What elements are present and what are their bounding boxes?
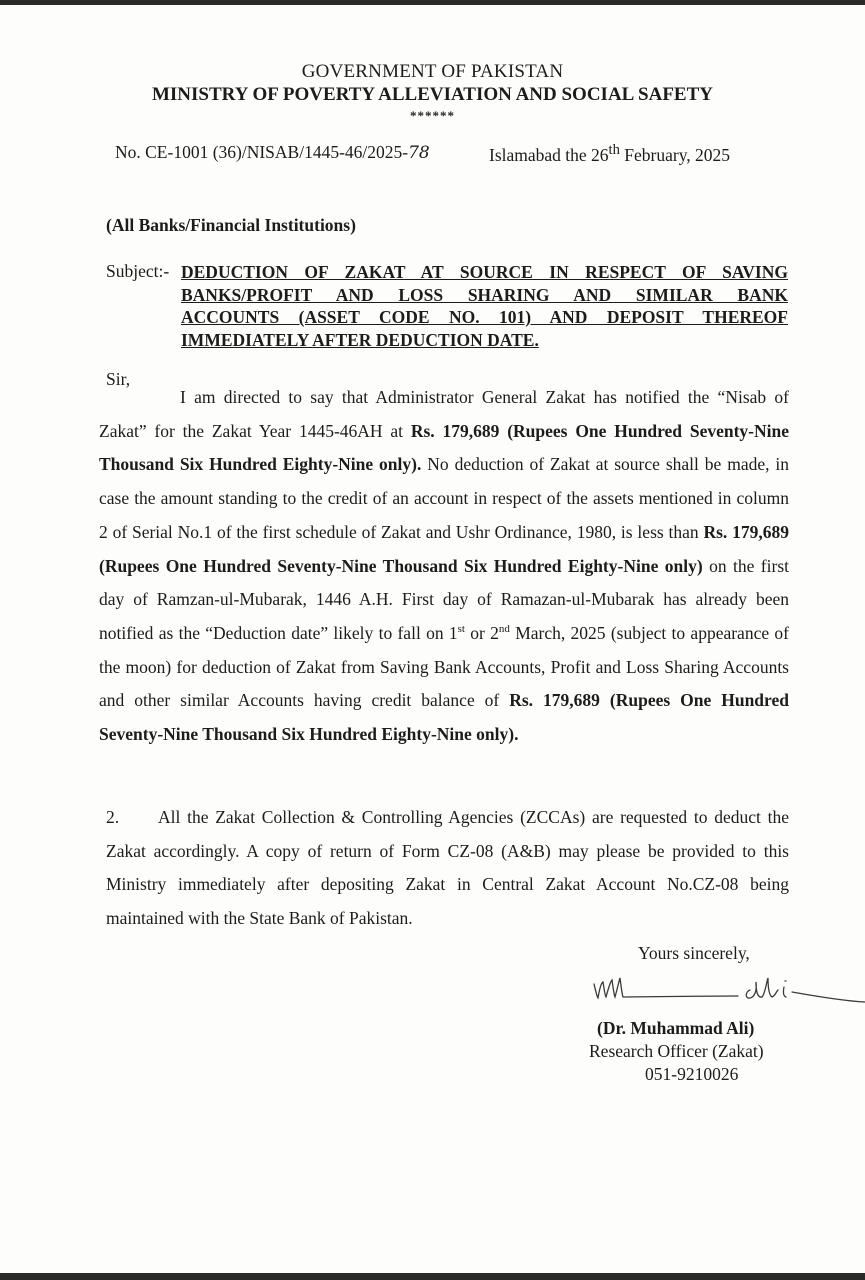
letter-reference-number: No. CE-1001 (36)/NISAB/1445-46/2025-78 xyxy=(115,142,430,163)
subject-label: Subject:- xyxy=(106,261,170,281)
body-paragraph-1: I am directed to say that Administrator General Zakat has notified the “Nisab of Zakat” for the Zakat Year 1445-46AH at Rs. 179,689 (Rupees One Hundred Seventy-Nine Thousand Six Hundred Eighty-Nine only). No deduction of Zakat at source shall be made, in case the amount standing to the credit of an account in respect of the assets mentioned in column 2 of Serial No.1 of the first schedule of Zakat and Ushr Ordinance, 1980, is less than Rs. 179,689 (Rupees One Hundred Seventy-Nine Thousand Six Hundred Eighty-Nine only) on the first day of Ramzan-ul-Mubarak, 1446 A.H. First day of Ramazan-ul-Mubarak has already been notified as the “Deduction date” likely to fall on 1st or 2nd March, 2025 (subject to appearance of the moon) for deduction of Zakat from Saving Bank Accounts, Profit and Loss Sharing Accounts and other similar Accounts having credit balance of Rs. 179,689 (Rupees One Hundred Seventy-Nine Thousand Six Hundred Eighty-Nine only). xyxy=(99,387,789,745)
addressee: (All Banks/Financial Institutions) xyxy=(106,215,356,235)
closing-phrase: Yours sincerely, xyxy=(638,943,750,963)
signatory-name: (Dr. Muhammad Ali) xyxy=(597,1018,755,1038)
paragraph-number: 2. xyxy=(106,807,120,827)
subject-line: DEDUCTION OF ZAKAT AT SOURCE IN RESPECT OF SAVING xyxy=(181,262,788,282)
signatory-phone: 051-9210026 xyxy=(645,1064,739,1084)
handwritten-signature xyxy=(590,970,865,1008)
scan-bottom-edge xyxy=(0,1273,865,1280)
subject-text xyxy=(181,261,788,351)
subject-line: BANKS/PROFIT AND LOSS SHARING AND SIMILAR BANK xyxy=(181,284,788,305)
handwritten-reference-digits: 78 xyxy=(408,143,430,163)
subject-line: IMMEDIATELY AFTER DEDUCTION DATE. xyxy=(181,329,539,350)
subject-line: ACCOUNTS (ASSET CODE NO. 101) AND DEPOSIT THEREOF xyxy=(181,307,788,327)
letter-date: Islamabad the 26th February, 2025 xyxy=(489,142,731,165)
ministry-heading: MINISTRY OF POVERTY ALLEVIATION AND SOCIAL SAFETY xyxy=(151,84,714,105)
heading-separator: ****** xyxy=(410,108,455,123)
salutation: Sir, xyxy=(106,369,131,389)
scan-top-edge xyxy=(0,0,865,5)
signatory-designation: Research Officer (Zakat) xyxy=(589,1041,764,1061)
body-paragraph-2: 2. All the Zakat Collection & Controlling Agencies (ZCCAs) are requested to deduct the Zakat accordingly. A copy of return of Form CZ-08 (A&B) may please be provided to this Ministry immediately after depositing Zakat in Central Zakat Account No.CZ-08 being maintained with the State Bank of Pakistan. xyxy=(106,801,789,936)
government-heading: GOVERNMENT OF PAKISTAN xyxy=(301,61,564,82)
